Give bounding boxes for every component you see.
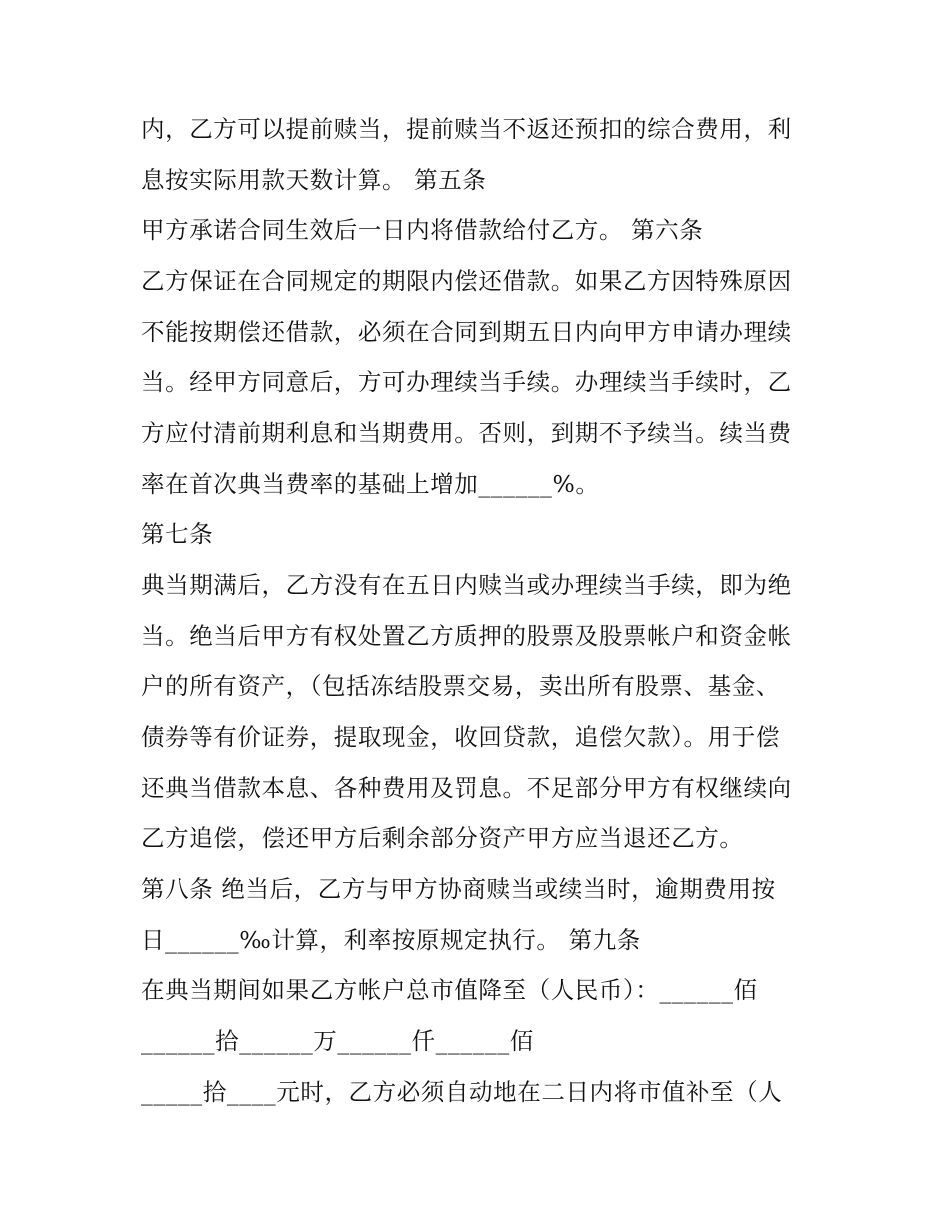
text-line-11: 当。绝当后甲方有权处置乙方质押的股票及股票帐户和资金帐 <box>141 622 792 650</box>
text-line-20: _____拾____元时，乙方必须自动地在二日内将市值补至（人 <box>141 1078 783 1106</box>
text-line-14: 还典当借款本息、各种费用及罚息。不足部分甲方有权继续向 <box>141 774 792 802</box>
text-line-4: 乙方保证在合同规定的期限内偿还借款。如果乙方因特殊原因 <box>141 267 792 295</box>
text-line-7: 方应付清前期利息和当期费用。否则，到期不予续当。续当费 <box>141 419 792 447</box>
text-line-17: 日______‰计算，利率按原规定执行。 第九条 <box>141 926 641 954</box>
text-line-9: 第七条 <box>141 520 214 548</box>
text-line-19: ______拾______万______仟______佰 <box>141 1027 534 1055</box>
text-line-8: 率在首次典当费率的基础上增加______%。 <box>141 470 600 498</box>
text-line-5: 不能按期偿还借款，必须在合同到期五日内向甲方申请办理续 <box>141 318 792 346</box>
text-line-12: 户的所有资产，（包括冻结股票交易，卖出所有股票、基金、 <box>141 672 780 700</box>
text-line-10: 典当期满后，乙方没有在五日内赎当或办理续当手续，即为绝 <box>141 571 792 599</box>
text-line-6: 当。经甲方同意后，方可办理续当手续。办理续当手续时，乙 <box>141 368 792 396</box>
text-line-18: 在典当期间如果乙方帐户总市值降至（人民币）：______佰 <box>141 976 758 1004</box>
text-line-13: 债券等有价证券，提取现金，收回贷款，追偿欠款）。用于偿 <box>141 723 780 751</box>
text-line-1: 内，乙方可以提前赎当，提前赎当不返还预扣的综合费用，利 <box>141 115 792 143</box>
text-line-15: 乙方追偿，偿还甲方后剩余部分资产甲方应当退还乙方。 <box>141 824 744 852</box>
text-line-3: 甲方承诺合同生效后一日内将借款给付乙方。 第六条 <box>141 216 704 244</box>
text-line-16: 第八条 绝当后，乙方与甲方协商赎当或续当时，逾期费用按 <box>141 875 776 903</box>
text-line-2: 息按实际用款天数计算。 第五条 <box>141 166 487 194</box>
